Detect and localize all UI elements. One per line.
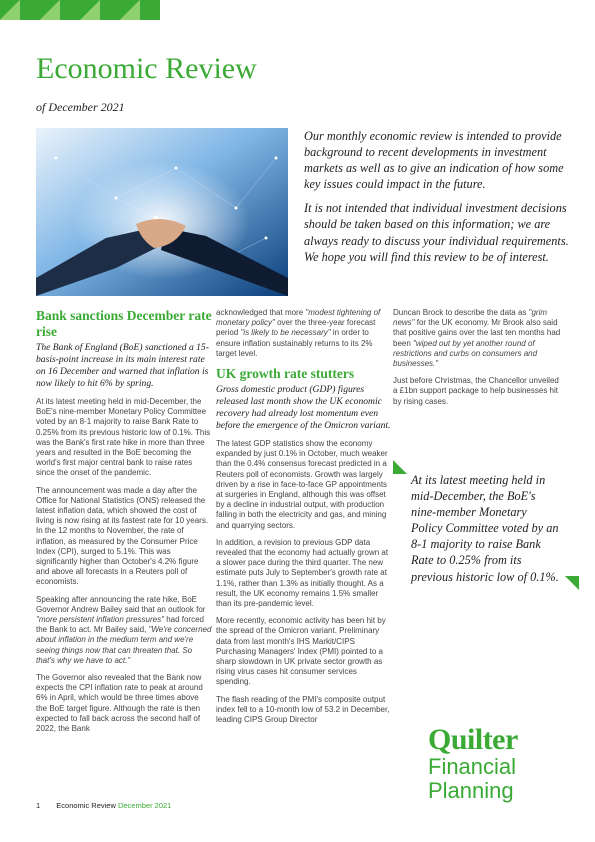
section-lede: The Bank of England (BoE) sanctioned a 15-basis-point increase in its main interest rate on 16 December and warned that inflation is now likely to hit 6% by spring. (36, 342, 209, 389)
body-paragraph: Speaking after announcing the rate hike, BoE Governor Andrew Bailey said that an outlook for "more persistent inflation pressures" had forced the Bank to act. Mr Bailey said, "We're concerned about inflation in the medium term and we're seeing things now that can threaten that. So that's why we have to act." (36, 594, 212, 665)
logo-line: Quilter (428, 723, 518, 756)
pull-quote-text: At its latest meeting held in mid-December, the BoE's nine-member Monetary Policy Committee voted by an 8-1 majority to raise Bank Rate to 0.25% from its previous historic low of 0.1%. (411, 473, 559, 584)
intro-paragraph: It is not intended that individual investment decisions should be taken based on this information; we are always ready to discuss your individual requirements. We hope you will find this review to be of interest. (304, 201, 569, 264)
logo-line: Financial (428, 754, 517, 779)
quote-corner-icon (393, 460, 407, 474)
quilter-logo (428, 725, 518, 803)
article-column-2 (216, 308, 392, 732)
dateline: of December 2021 (36, 100, 125, 114)
body-paragraph: At its latest meeting held in mid-December, the BoE's nine-member Monetary Policy Committee voted by an 8-1 majority to raise Bank Rate to 0.25% from its previous historic low of 0.1%. This was the Bank's first rate hike in more than three years and resulted in the BoE becoming the world's first major central bank to raise rates since the onset of the pandemic. (36, 397, 211, 478)
body-paragraph: The Governor also revealed that the Bank now expects the CPI inflation rate to peak at around 6% in April, which would be three times above the BoE target figure. Although the rate is then expected to fall back across the second half of 2022, the Bank (36, 673, 203, 734)
body-paragraph: In addition, a revision to previous GDP data revealed that the economy had actually grown at a slower pace during the third quarter. The new estimate puts July to September's growth rate at 1.1%, rather than 1.3% as initially thought. As a result, the UK economy remains 1.5% smaller than its pre-pandemic level. (216, 537, 389, 609)
body-paragraph: More recently, economic activity has been hit by the spread of the Omicron variant. Preliminary data from last month's IHS Markit/CIPS Purchasing Managers' Index (PMI) pointed to a sharp slowdown in UK private sector growth as rising virus cases hit consumer services spending. (216, 616, 386, 687)
footer-title: Economic Review (56, 801, 116, 810)
article-column-1 (36, 308, 212, 741)
section-lede: Gross domestic product (GDP) figures released last month show the UK economic recovery had already lost momentum even before the emergence of the Omicron variant. (216, 384, 391, 432)
body-paragraph: Duncan Brock to describe the data as "grim news" for the UK economy. Mr Brook also said that positive gains over the last ten months had been "wiped out by yet another round of restrictions and curbs on consumers and businesses." (393, 308, 561, 369)
handshake-image (36, 128, 288, 296)
page-footer (36, 801, 171, 810)
logo-line: Planning (428, 778, 514, 803)
pull-quote (393, 460, 583, 590)
section-heading: UK growth rate stutters (216, 366, 355, 382)
page-number: 1 (36, 801, 41, 810)
intro-paragraph: Our monthly economic review is intended to provide background to recent developments in investment markets as well as to give an indication of how some key issues could impact in the future. (304, 129, 564, 192)
footer-month: December 2021 (117, 801, 172, 810)
top-decorative-band (0, 0, 160, 20)
page-title: Economic Review (36, 52, 257, 85)
body-paragraph: Just before Christmas, the Chancellor unveiled a £1bn support package to help businesses hit by rising cases. (393, 376, 559, 406)
body-paragraph: The latest GDP statistics show the economy expanded by just 0.1% in October, much weaker than the 0.4% consensus forecast predicted in a Reuters poll of economists. Growth was largely driven by a rise in face-to-face GP appointments at surgeries in England, although this was offset by a decline in industrial output, with production falling in both the electricity and gas, and mining and quarrying sectors. (216, 439, 388, 530)
body-paragraph: The flash reading of the PMI's composite output index fell to a 10-month low of 53.2 in December, leading CIPS Group Director (216, 694, 390, 725)
quote-corner-icon (565, 576, 579, 590)
intro-text (304, 128, 572, 273)
body-paragraph: acknowledged that more "modest tightening of monetary policy" over the three-year forecast period "is likely to be necessary" in order to ensure inflation sustainably returns to its 2% target level. (216, 308, 381, 358)
body-paragraph: The announcement was made a day after the Office for National Statistics (ONS) released the latest inflation data, which showed the cost of living is now rising at its fastest rate for 10 years. In the 12 months to November, the rate of inflation, as measured by the Consumer Price Index (CPI), surged to 5.1%. This was significantly higher than October's 4.2% figure and above all forecasts in a Reuters poll of economists. (36, 485, 209, 587)
article-column-3 (393, 308, 563, 414)
section-heading: Bank sanctions December rate rise (36, 308, 212, 339)
